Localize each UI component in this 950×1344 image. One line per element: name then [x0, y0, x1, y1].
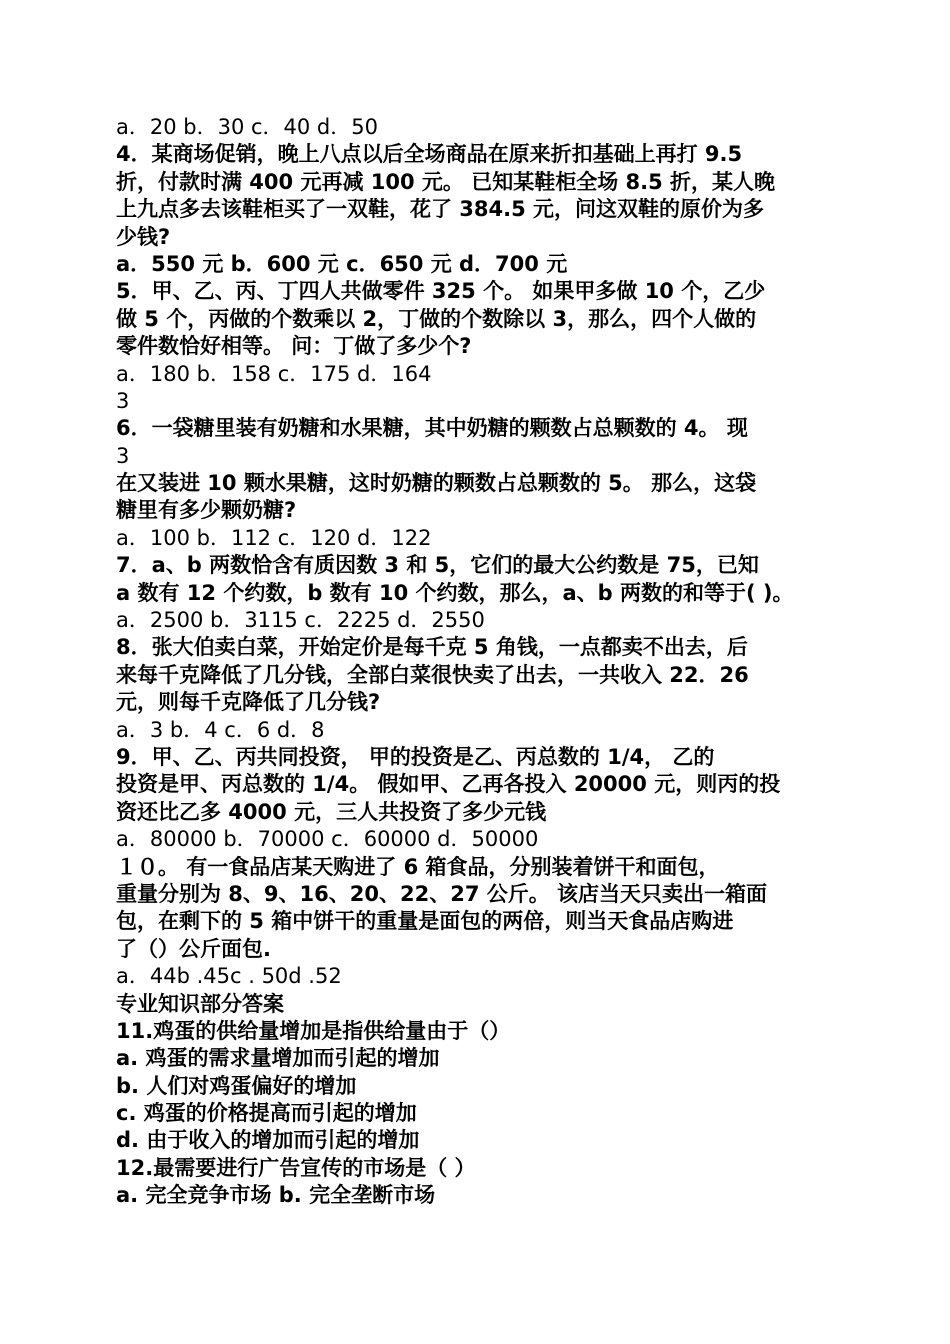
text-line: b. 人们对鸡蛋偏好的增加 [116, 1073, 357, 1098]
text-line: a．550 元 b．600 元 c．650 元 d．700 元 [116, 251, 568, 276]
text-line: 6．一袋糖里装有奶糖和水果糖，其中奶糖的颗数占总颗数的 4。 现 [116, 416, 748, 441]
text-line: 重量分别为 8、9、16、20、22、27 公斤。 该店当天只卖出一箱面 [116, 881, 768, 906]
text-line: a. 鸡蛋的需求量增加而引起的增加 [116, 1046, 440, 1071]
text-line: 5．甲、乙、丙、丁四人共做零件 325 个。 如果甲多做 10 个，乙少 [116, 279, 766, 304]
text-line: a．44b .45c . 50d .52 [116, 964, 342, 989]
section-heading: 专业知识部分答案 [116, 991, 284, 1016]
text-line: 投资是甲、丙总数的 1/4。 假如甲、乙再各投入 20000 元，则丙的投 [116, 772, 781, 797]
text-line: 上九点多去该鞋柜买了一双鞋，花了 384.5 元，问这双鞋的原价为多 [116, 197, 765, 222]
text-line: 糖里有多少颗奶糖? [116, 498, 297, 523]
fraction-numerator: 3 [116, 443, 130, 468]
text-line: 零件数恰好相等。 问：丁做了多少个? [116, 334, 472, 359]
text-line: 折，付款时满 400 元再减 100 元。 已知某鞋柜全场 8.5 折，某人晚 [116, 169, 776, 194]
text-line: １０。 有一食品店某天购进了 6 箱食品，分别装着饼干和面包， [116, 854, 720, 879]
text-line: a．20 b．30 c．40 d．50 [116, 115, 378, 139]
text-line: 12.最需要进行广告宣传的市场是（ ） [116, 1155, 476, 1180]
text-line: a．2500 b．3115 c．2225 d．2550 [116, 608, 485, 633]
text-line: 元，则每千克降低了几分钱? [116, 690, 381, 715]
text-line: 9．甲、乙、丙共同投资， 甲的投资是乙、丙总数的 1/4， 乙的 [116, 744, 715, 769]
text-line: c. 鸡蛋的价格提高而引起的增加 [116, 1101, 417, 1126]
text-line: 11.鸡蛋的供给量增加是指供给量由于（） [116, 1018, 511, 1043]
text-line: 包，在剩下的 5 箱中饼干的重量是面包的两倍，则当天食品店购进 [116, 909, 734, 934]
text-line: a．100 b．112 c．120 d．122 [116, 525, 432, 550]
text-line: d. 由于收入的增加而引起的增加 [116, 1128, 420, 1153]
text-line: a. 完全竞争市场 b. 完全垄断市场 [116, 1183, 436, 1208]
text-line: 少钱? [116, 224, 171, 249]
text-line: 资还比乙多 4000 元，三人共投资了多少元钱 [116, 799, 547, 824]
text-line: a 数有 12 个约数，b 数有 10 个约数，那么，a、b 两数的和等于( )。 [116, 580, 794, 605]
text-line: 了（）公斤面包. [116, 936, 271, 961]
text-line: a．80000 b．70000 c．60000 d．50000 [116, 827, 539, 852]
fraction-numerator: 3 [116, 388, 130, 413]
text-line: a．180 b．158 c．175 d．164 [116, 361, 432, 386]
text-line: 4．某商场促销，晚上八点以后全场商品在原来折扣基础上再打 9.5 [116, 142, 743, 167]
text-line: 来每千克降低了几分钱，全部白菜很快卖了出去，一共收入 22．26 [116, 662, 749, 687]
text-line: 在又装进 10 颗水果糖，这时奶糖的颗数占总颗数的 5。 那么，这袋 [116, 471, 757, 496]
text-line: 做 5 个，丙做的个数乘以 2，丁做的个数除以 3，那么，四个人做的 [116, 306, 757, 331]
document-page [116, 114, 846, 1210]
text-line: 8．张大伯卖白菜，开始定价是每千克 5 角钱，一点都卖不出去，后 [116, 635, 748, 660]
text-line: 7．a、b 两数恰含有质因数 3 和 5，它们的最大公约数是 75，已知 [116, 553, 759, 578]
text-line: a．3 b．4 c．6 d．8 [116, 717, 325, 742]
